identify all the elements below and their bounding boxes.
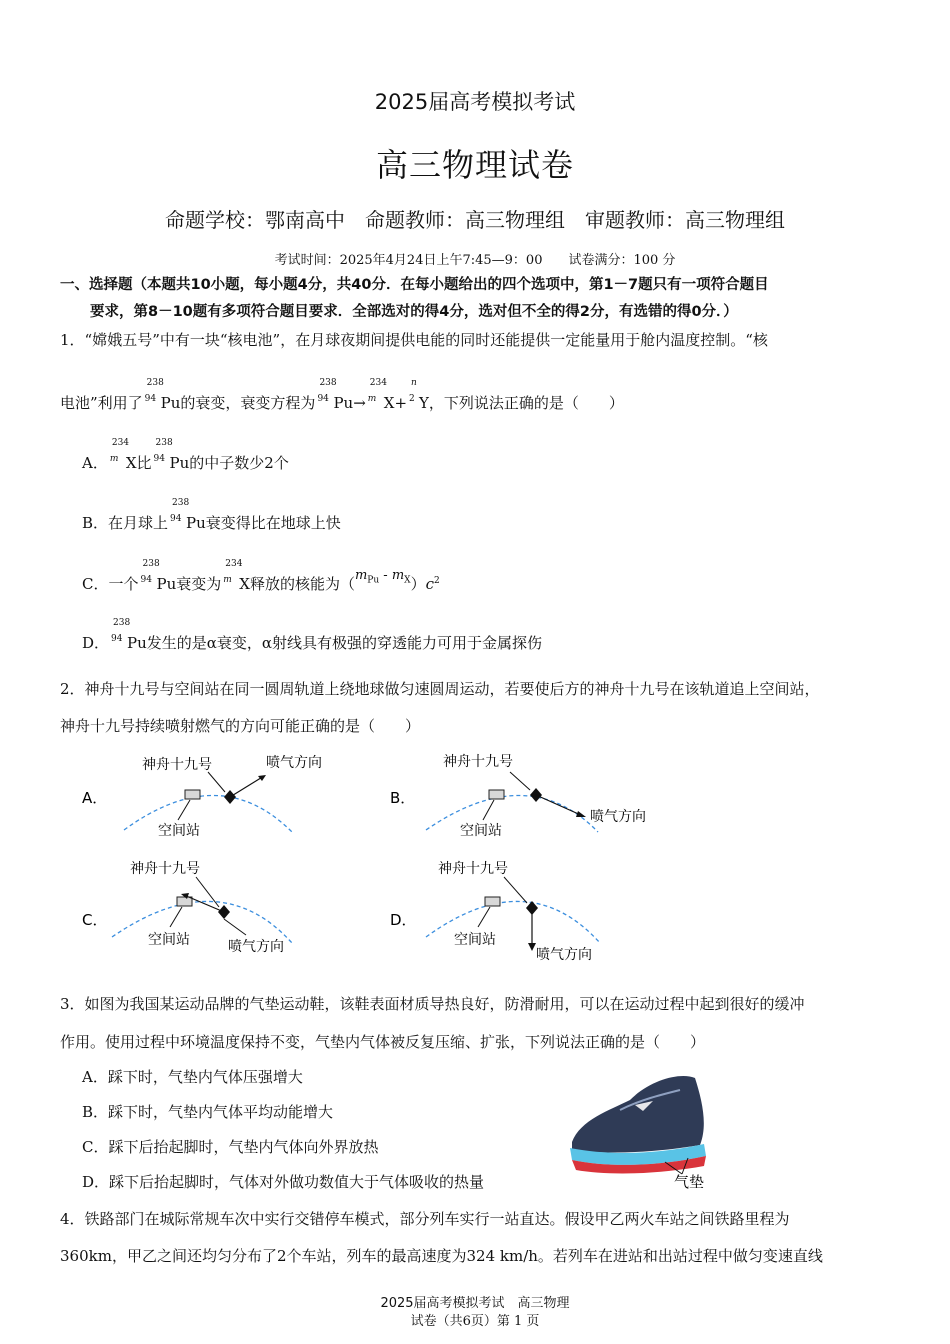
svg-text:C．: C． <box>82 911 108 929</box>
isotope-x: 234 m <box>223 559 243 585</box>
isotope-pu: 238 94 <box>144 378 164 404</box>
q1-line1: 1．“嫦娥五号”中有一块“核电池”，在月球夜期间提供电能的同时还能提供一定能量用于舱内温度控制。“核 <box>60 331 768 349</box>
isotope-pu: 238 94 <box>153 438 173 464</box>
svg-text:喷气方向: 喷气方向 <box>266 755 322 771</box>
q2-diagram-d <box>388 855 648 965</box>
section-heading-line1: 一、选择题（本题共10小题，每小题4分，共40分．在每小题给出的四个选项中，第1－7题只有一项符合题目 <box>60 277 769 293</box>
svg-text:神舟十九号: 神舟十九号 <box>130 861 200 877</box>
q2-diagram-b <box>388 750 668 845</box>
page-title: 高三物理试卷 <box>375 146 574 184</box>
svg-text:喷气方向: 喷气方向 <box>228 939 284 955</box>
svg-text:空间站: 空间站 <box>460 823 502 839</box>
arrow-head-icon <box>576 811 586 817</box>
q3-option-a: A．踩下时，气垫内气体压强增大 <box>82 1068 303 1086</box>
svg-text:神舟十九号: 神舟十九号 <box>438 861 508 877</box>
space-station-icon <box>177 897 192 906</box>
orbit-path <box>426 795 598 832</box>
time-info: 考试时间：2025年4月24日上午7:45—9：00 试卷满分：100 分 <box>274 253 676 268</box>
authors-line: 命题学校：鄂南高中 命题教师：高三物理组 审题教师：高三物理组 <box>165 208 785 232</box>
footer-line2: 试卷（共6页）第 1 页 <box>410 1314 540 1329</box>
isotope-y: n 2 <box>409 378 417 404</box>
isotope-x: 234 m <box>109 438 130 464</box>
q4-line2: 360km，甲乙之间还均匀分布了2个车站，列车的最高速度为324 km/h。若列车在进站和出站过程中做匀变速直线 <box>60 1247 823 1265</box>
svg-text:B．: B． <box>390 789 416 807</box>
svg-text:神舟十九号: 神舟十九号 <box>443 754 513 770</box>
orbit-path <box>112 901 292 943</box>
arrow-head-icon <box>528 943 536 951</box>
mass-difference: $m_{Pu} - m_X$ <box>354 568 411 586</box>
isotope-pu: 238 94 <box>317 378 337 404</box>
q1-option-c: C．一个 238 94 Pu衰变为 234 m X释放的核能为$(m_{Pu} - m_X)c^2$ <box>82 559 440 593</box>
space-station-icon <box>489 790 504 799</box>
q2-line2: 神舟十九号持续喷射燃气的方向可能正确的是（ ） <box>60 717 421 735</box>
q3-line2: 作用。使用过程中环境温度保持不变，气垫内气体被反复压缩、扩张，下列说法正确的是（ ） <box>60 1033 706 1051</box>
orbit-path <box>426 901 600 943</box>
q1-line2: 电池”利用了 238 94 Pu的衰变，衰变方程为 238 94 Pu→ 234 m X+ n 2 Y，下列说法正确的是（ ） <box>60 378 624 412</box>
air-cushion-shoe-image <box>560 1070 720 1195</box>
svg-text:喷气方向: 喷气方向 <box>590 809 646 825</box>
isotope-pu: 238 94 <box>111 618 131 644</box>
arrow-head-icon <box>258 775 266 781</box>
q2-diagram-c <box>80 855 340 965</box>
space-station-icon <box>185 790 200 799</box>
q1-option-b: B．在月球上 238 94 Pu衰变得比在地球上快 <box>82 498 341 532</box>
svg-text:神舟十九号: 神舟十九号 <box>142 757 212 773</box>
svg-text:D．: D． <box>390 911 417 929</box>
space-station-icon <box>485 897 500 906</box>
svg-text:空间站: 空间站 <box>148 932 190 948</box>
svg-text:空间站: 空间站 <box>158 823 200 839</box>
q4-line1: 4．铁路部门在城际常规车次中实行交错停车模式，部分列车实行一站直达。假设甲乙两火车站之间铁路里程为 <box>60 1210 790 1228</box>
isotope-x: 234 m <box>367 378 387 404</box>
orbit-path <box>124 795 292 832</box>
svg-text:空间站: 空间站 <box>454 932 496 948</box>
q2-line1: 2．神舟十九号与空间站在同一圆周轨道上绕地球做匀速圆周运动，若要使后方的神舟十九号在该轨道追上空间站， <box>60 680 820 698</box>
svg-text:A．: A． <box>82 789 108 807</box>
footer-line1: 2025届高考模拟考试 高三物理 <box>380 1296 570 1311</box>
isotope-pu: 238 94 <box>140 559 160 585</box>
q3-option-c: C．踩下后抬起脚时，气垫内气体向外界放热 <box>82 1138 379 1156</box>
q3-line1: 3．如图为我国某运动品牌的气垫运动鞋，该鞋表面材质导热良好，防滑耐用，可以在运动过程中起到很好的缓冲 <box>60 995 805 1013</box>
isotope-pu: 238 94 <box>170 498 190 524</box>
q2-diagram-a <box>80 750 340 845</box>
q1-option-a: A． 234 m X比 238 94 Pu的中子数少2个 <box>82 438 289 472</box>
q3-option-d: D．踩下后抬起脚时，气体对外做功数值大于气体吸收的热量 <box>82 1173 485 1191</box>
q3-option-b: B．踩下时，气垫内气体平均动能增大 <box>82 1103 334 1121</box>
svg-text:喷气方向: 喷气方向 <box>536 947 592 963</box>
section-heading-line2: 要求，第8－10题有多项符合题目要求．全部选对的得4分，选对但不全的得2分，有选错的得0分．） <box>90 304 738 320</box>
exam-line: 2025届高考模拟考试 <box>374 90 576 114</box>
svg-text:气垫: 气垫 <box>674 1173 705 1191</box>
q1-option-d: D． 238 94 Pu发生的是α衰变，α射线具有极强的穿透能力可用于金属探伤 <box>82 618 543 652</box>
